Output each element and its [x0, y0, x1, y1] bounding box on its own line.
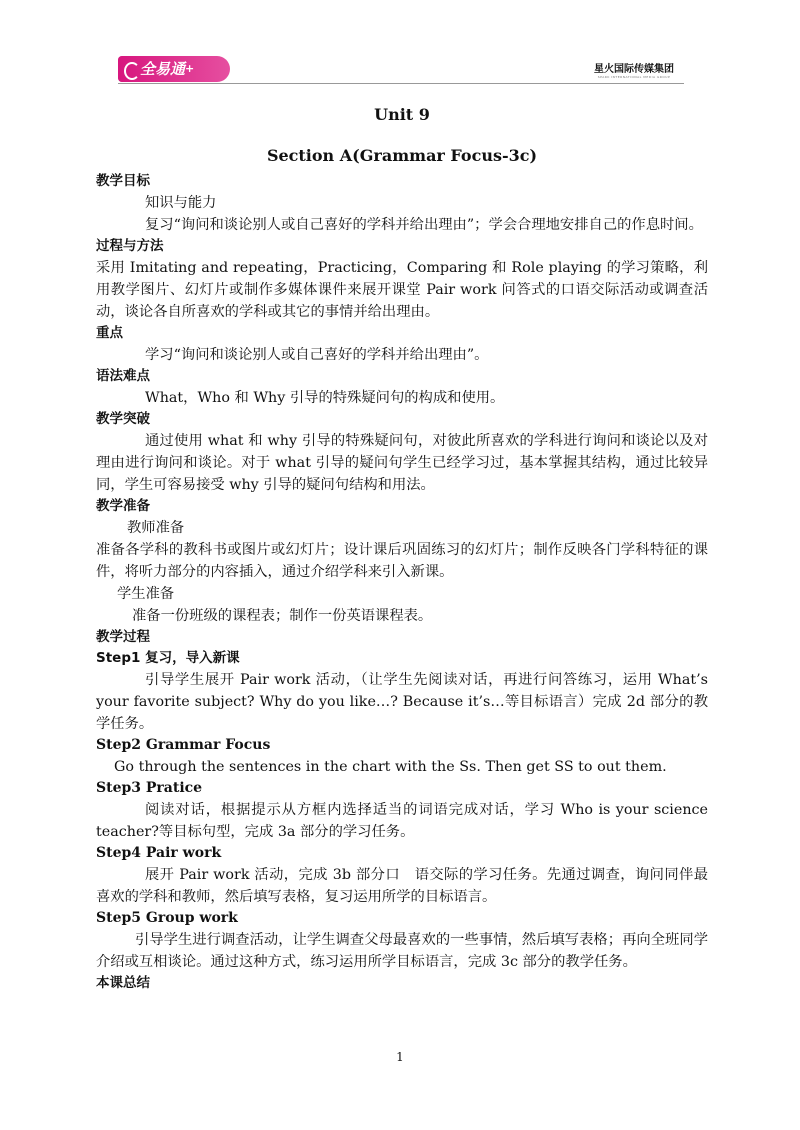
heading-breakthrough: 教学突破: [96, 411, 150, 427]
document-body: [96, 102, 708, 994]
page-header: [118, 56, 684, 84]
publisher-name: 星火国际传媒集团: [594, 64, 674, 75]
key-points-text: 学习“询问和谈论别人或自己喜好的学科并给出理由”。: [145, 347, 489, 363]
step3-text: 阅读对话，根据提示从方框内选择适当的词语完成对话，学习 Who is your science teacher?等目标句型，完成 3a 部分的学习任务。: [96, 802, 708, 840]
student-prep-subheading: 学生准备: [117, 586, 175, 602]
step5-text: 引导学生进行调查活动，让学生调查父母最喜欢的一些事情，然后填写表格；再向全班同学介绍或互相谈论。通过这种方式，练习运用所学目标语言，完成 3c 部分的教学任务。: [96, 932, 708, 970]
breakthrough-text: 通过使用 what 和 why 引导的特殊疑问句，对彼此所喜欢的学科进行询问和谈论以及对理由进行询问和谈论。对于 what 引导的疑问句学生已经学习过，基本掌握其结构，通过比较异同，学生可容易接受 why 引导的疑问句结构和用法。: [96, 433, 708, 493]
step3-title: Step3 Pratice: [96, 780, 203, 796]
unit-title: Unit 9: [374, 105, 430, 124]
publisher-mark: [594, 60, 674, 80]
section-title: Section A(Grammar Focus-3c): [266, 146, 538, 165]
logo-swoosh-icon: [124, 62, 140, 80]
step1-title: Step1 复习，导入新课: [96, 650, 240, 666]
page-number: 1: [396, 1050, 404, 1064]
grammar-difficulty-text: What，Who 和 Why 引导的特殊疑问句的构成和使用。: [145, 390, 505, 406]
heading-procedure: 教学过程: [96, 629, 150, 645]
teacher-prep-subheading: 教师准备: [127, 520, 185, 536]
brand-logo: 全易通+: [118, 56, 230, 82]
heading-summary: 本课总结: [96, 975, 150, 991]
heading-goals: 教学目标: [96, 173, 150, 189]
student-prep-text: 准备一份班级的课程表；制作一份英语课程表。: [132, 608, 433, 624]
header-divider: [118, 83, 684, 84]
goals-subheading: 知识与能力: [145, 195, 217, 211]
teacher-prep-text: 准备各学科的教科书或图片或幻灯片；设计课后巩固练习的幻灯片；制作反映各门学科特征的课件，将听力部分的内容插入，通过介绍学科来引入新课。: [96, 542, 708, 580]
heading-key-points: 重点: [96, 325, 123, 341]
heading-grammar-difficulty: 语法难点: [96, 368, 150, 384]
step4-text: 展开 Pair work 活动，完成 3b 部分口 语交际的学习任务。先通过调查，询问同伴最喜欢的学科和教师，然后填写表格，复习运用所学的目标语言。: [96, 867, 708, 905]
step2-text: Go through the sentences in the chart with the Ss. Then get SS to out them.: [114, 759, 667, 775]
publisher-english: SPARK INTERNATIONAL MEDIA GROUP: [597, 75, 671, 79]
heading-process: 过程与方法: [96, 238, 164, 254]
process-text: 采用 Imitating and repeating，Practicing，Comparing 和 Role playing 的学习策略，利用教学图片、幻灯片或制作多媒体课件来展开课堂 Pair work 问答式的口语交际活动或调查活动，谈论各自所喜欢的学科或其它的事情并给出理由。: [96, 260, 708, 320]
step4-title: Step4 Pair work: [96, 845, 222, 861]
step5-title: Step5 Group work: [96, 910, 238, 926]
step1-text: 引导学生展开 Pair work 活动，（让学生先阅读对话，再进行问答练习，运用 What’s your favorite subject? Why do you like…? Because it’s…等目标语言）完成 2d 部分的教学任务。: [96, 672, 708, 732]
step2-title: Step2 Grammar Focus: [96, 737, 271, 753]
goals-text: 复习“询问和谈论别人或自己喜好的学科并给出理由”；学会合理地安排自己的作息时间。: [145, 217, 703, 233]
logo-text: 全易通: [140, 60, 186, 78]
heading-preparation: 教学准备: [96, 498, 150, 514]
